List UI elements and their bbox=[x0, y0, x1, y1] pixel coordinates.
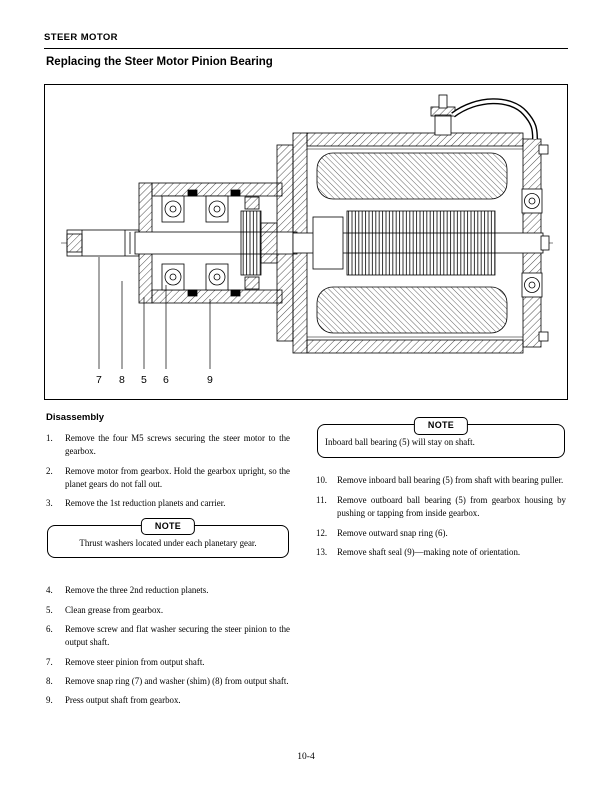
step-text: Remove outward snap ring (6). bbox=[337, 527, 448, 538]
callout-7: 7 bbox=[96, 374, 102, 386]
step-number: 11. bbox=[316, 494, 327, 505]
step-3 bbox=[46, 497, 290, 510]
step-5 bbox=[46, 604, 290, 617]
terminal-and-conduit bbox=[431, 95, 535, 139]
steer-motor-diagram-frame bbox=[44, 84, 568, 400]
page-title: Replacing the Steer Motor Pinion Bearing bbox=[46, 56, 273, 68]
disassembly-section bbox=[46, 412, 566, 714]
step-text: Remove snap ring (7) and washer (shim) (8) from output shaft. bbox=[65, 676, 289, 687]
commutator bbox=[313, 217, 343, 269]
step-8 bbox=[46, 675, 290, 688]
shaft-end bbox=[541, 236, 549, 250]
step-4 bbox=[46, 584, 290, 597]
note-box-inboard-bearing bbox=[317, 420, 565, 458]
disassembly-heading: Disassembly bbox=[46, 412, 105, 423]
step-text: Remove motor from gearbox. Hold the gearbox upright, so the planet gears do not fall out. bbox=[65, 465, 290, 490]
step-number: 1. bbox=[46, 433, 53, 443]
right-column bbox=[316, 412, 566, 714]
step-number: 10. bbox=[316, 475, 328, 486]
reduction-gears bbox=[241, 197, 277, 289]
note-label: NOTE bbox=[141, 518, 195, 536]
callout-leader-lines bbox=[99, 257, 210, 369]
step-text: Remove outboard ball bearing (5) from gearbox housing by pushing or tapping from inside gearbox. bbox=[337, 494, 566, 519]
step-13 bbox=[316, 546, 566, 559]
step-7 bbox=[46, 656, 290, 669]
note-box-thrust-washers bbox=[47, 520, 289, 558]
step-text: Remove the four M5 screws securing the steer motor to the gearbox. bbox=[65, 433, 290, 457]
page-header bbox=[44, 27, 568, 49]
callout-8: 8 bbox=[119, 374, 125, 386]
output-shaft bbox=[67, 230, 139, 256]
header-title: STEER MOTOR bbox=[44, 32, 118, 43]
step-text: Remove steer pinion from output shaft. bbox=[65, 656, 205, 667]
step-number: 13. bbox=[316, 546, 328, 557]
step-number: 5. bbox=[46, 604, 53, 615]
note-text: Thrust washers located under each planetary gear. bbox=[79, 537, 257, 548]
step-text: Remove the 1st reduction planets and carrier. bbox=[65, 498, 226, 509]
callout-5: 5 bbox=[141, 374, 147, 386]
note-text: Inboard ball bearing (5) will stay on shaft. bbox=[325, 437, 475, 447]
step-number: 12. bbox=[316, 527, 328, 538]
step-number: 4. bbox=[46, 585, 53, 596]
step-text: Press output shaft from gearbox. bbox=[65, 695, 181, 706]
step-text: Clean grease from gearbox. bbox=[65, 604, 164, 615]
step-1 bbox=[46, 432, 290, 459]
step-number: 7. bbox=[46, 656, 53, 667]
step-text: Remove inboard ball bearing (5) from shaft with bearing puller. bbox=[337, 475, 564, 486]
step-number: 9. bbox=[46, 695, 53, 706]
step-11 bbox=[316, 494, 566, 521]
callout-9: 9 bbox=[207, 374, 213, 386]
step-12 bbox=[316, 527, 566, 540]
rotor-core bbox=[347, 211, 495, 275]
page-number: 10-4 bbox=[297, 752, 315, 762]
step-number: 2. bbox=[46, 465, 53, 476]
left-column bbox=[46, 412, 290, 714]
step-10 bbox=[316, 474, 566, 487]
callout-6: 6 bbox=[163, 374, 169, 386]
step-9 bbox=[46, 694, 290, 707]
step-text: Remove screw and flat washer securing the steer pinion to the output shaft. bbox=[65, 623, 290, 648]
step-6 bbox=[46, 623, 290, 650]
steer-motor-cross-section-diagram bbox=[45, 85, 567, 399]
step-text: Remove the three 2nd reduction planets. bbox=[65, 585, 209, 596]
note-label: NOTE bbox=[414, 417, 468, 435]
step-2 bbox=[46, 465, 290, 492]
step-number: 3. bbox=[46, 498, 53, 509]
step-number: 8. bbox=[46, 676, 53, 687]
step-number: 6. bbox=[46, 623, 53, 634]
step-text: Remove shaft seal (9)—making note of orientation. bbox=[337, 546, 521, 557]
